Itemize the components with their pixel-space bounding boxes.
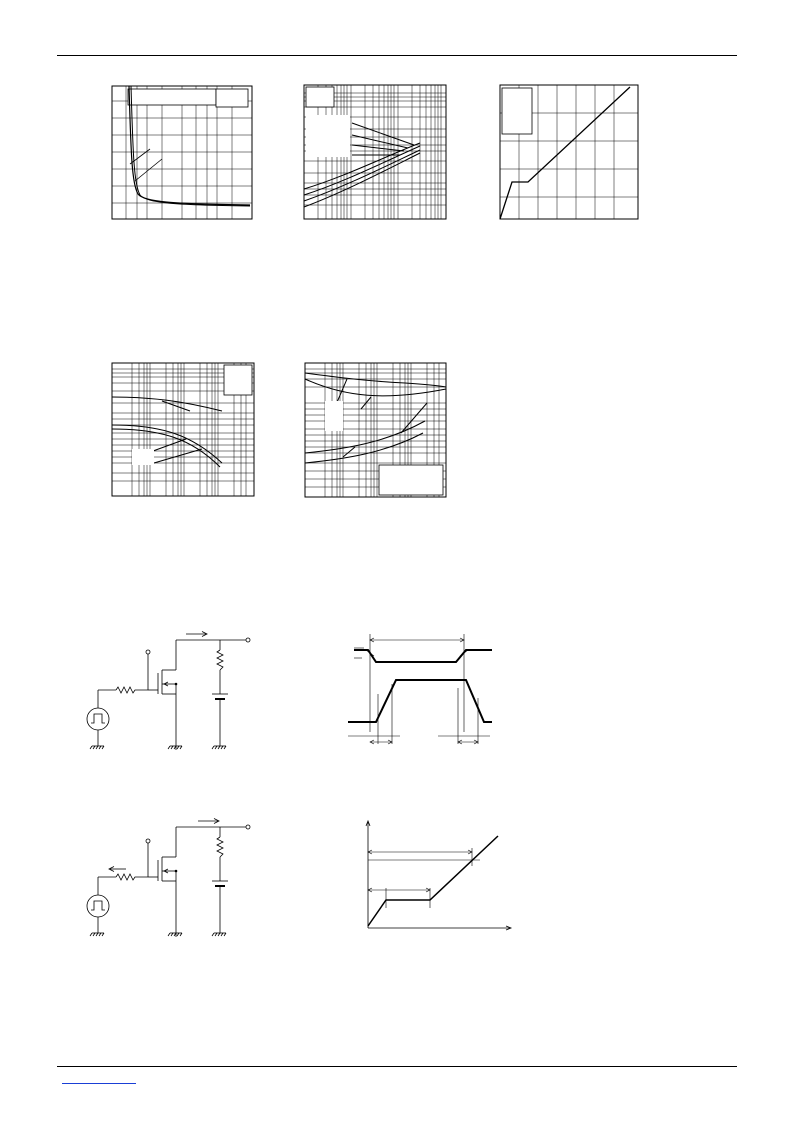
graph-2 [304, 85, 446, 219]
graph-3 [500, 85, 638, 219]
header-rule [57, 55, 737, 56]
gate-charge-waveform [360, 818, 516, 936]
footer-rule [57, 1066, 737, 1067]
footer-link[interactable] [62, 1074, 136, 1084]
graph-5 [305, 363, 446, 497]
gate-charge-test-circuit [80, 815, 260, 945]
graph-4 [112, 363, 254, 496]
switching-test-circuit [80, 628, 260, 758]
switching-waveforms [340, 628, 500, 754]
graph-1 [112, 86, 252, 219]
